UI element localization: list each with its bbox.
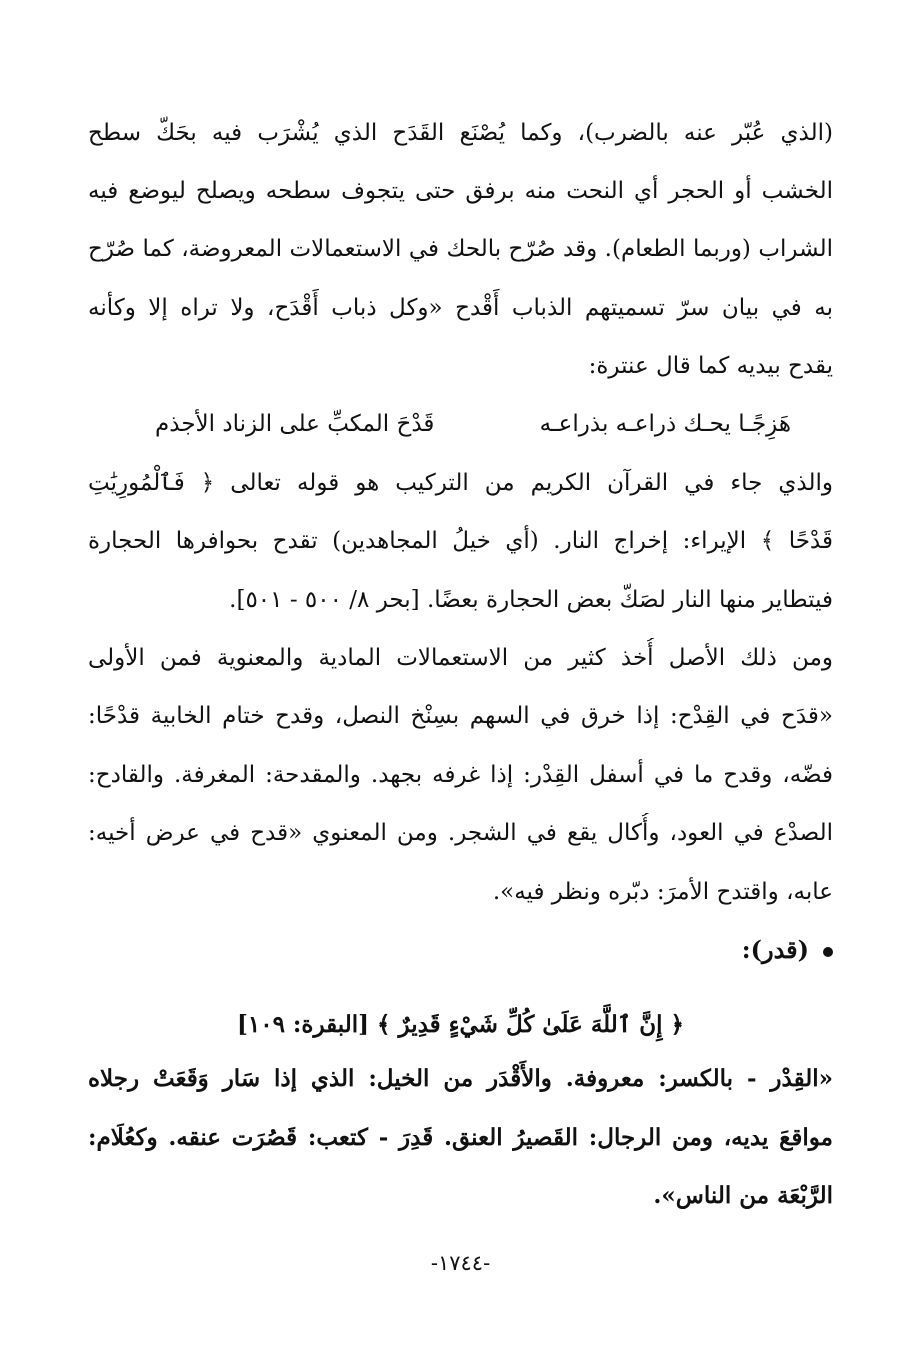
bullet-icon (823, 947, 833, 957)
paragraph3-line-3: فضّه، وقدح ما في أسفل القِدْر: إذا غرفه بجهد. والمقدحة: المغرفة. والقادح: (88, 762, 833, 788)
paragraph4-line-2: مواقعَ يديه، ومن الرجال: القَصيرُ العنق. قَدِرَ - كتعب: قَصُرَت عنقه. وكعُلَام: (88, 1124, 833, 1151)
paragraph3-line-2: «قدَح في القِدْح: إذا خرق في السهم بسِنْخ النصل، وقدح ختام الخابية قدْحًا: (88, 703, 833, 729)
paragraph2-line-2: قَدْحًا ﴾ الإيراء: إخراج النار. (أي خيلُ المجاهدين) تقدح بحوافرها الحجارة (88, 528, 833, 554)
paragraph4-line-3: الرَّبْعَة من الناس». (653, 1182, 833, 1209)
verse-second-hemistich: قَدْحَ المكبِّ على الزناد الأجذم (155, 411, 435, 437)
paragraph1-line-1: (الذي عُبّر عنه بالضرب)، وكما يُصْنَع القَدَح الذي يُشْرَب فيه بحَكّ سطح (88, 120, 833, 146)
paragraph1-line-5: يقدح بيديه كما قال عنترة: (588, 353, 833, 379)
paragraph2-line-1: والذي جاء في القرآن الكريم من التركيب هو قوله تعالى ﴿ فَٱلْمُورِيَٰتِ (88, 470, 833, 496)
verse-first-hemistich: هَزِجًـا يحـك ذراعـه بذراعـه (539, 411, 791, 437)
paragraph1-line-4: به في بيان سرّ تسميتهم الذباب أَقْدح «وكل ذباب أَقْدَح، ولا تراه إلا وكأنه (88, 295, 833, 321)
paragraph1-line-2: الخشب أو الحجر أي النحت منه برفق حتى يتجوف سطحه ويصلح ليوضع فيه (88, 178, 833, 204)
paragraph3-line-5: عابه، واقتدح الأمرَ: دبّره ونظر فيه». (492, 879, 833, 905)
paragraph3-line-1: ومن ذلك الأصل أُخذ كثير من الاستعمالات المادية والمعنوية فمن الأولى (88, 645, 833, 671)
quran-verse: ﴿ إِنَّ ٱللَّهَ عَلَىٰ كُلِّ شَيْءٍ قَدِيرٌ ﴾ [البقرة: ١٠٩] (236, 1011, 685, 1038)
paragraph3-line-4: الصدْع في العود، وأُكال يقع في الشجر. ومن المعنوي «قدح في عرض أخيه: (88, 820, 833, 846)
paragraph2-line-3: فيتطاير منها النار لصَكّ بعض الحجارة بعضًا. [بحر ٨/ ٥٠٠ - ٥٠١]. (229, 587, 833, 613)
page-number: -١٧٤٤- (430, 1251, 491, 1275)
paragraph1-line-3: الشراب (وربما الطعام). وقد صُرّح بالحك في الاستعمالات المعروضة، كما صُرّح (88, 236, 833, 262)
section-heading (742, 930, 833, 970)
section-heading-text: (قدر): (741, 935, 809, 964)
paragraph4-line-1: «القِدْر - بالكسر: معروفة. والأَقْدَر من الخيل: الذي إذا سَار وَقَعَتْ رجلاه (88, 1065, 833, 1092)
